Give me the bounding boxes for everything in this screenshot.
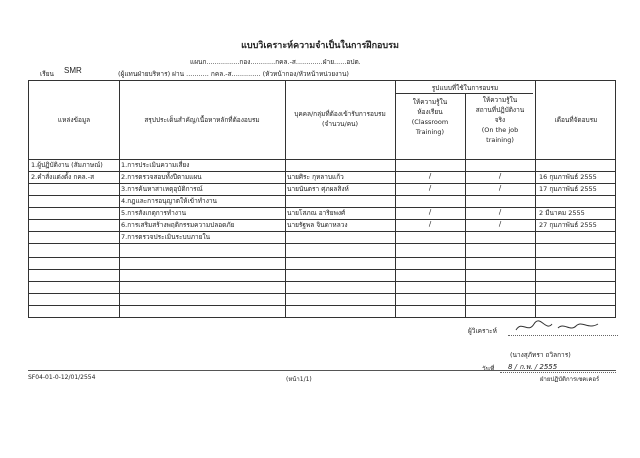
- date-value: 8 / ก.พ. / 2555: [508, 363, 558, 371]
- page-number: (หน้า1/1): [286, 376, 312, 383]
- training-needs-table: [28, 80, 616, 318]
- row-topic: 4.กฎและการอนุญาตให้เข้าทำงาน: [121, 197, 217, 205]
- header-onjob-line: จริง: [494, 116, 506, 124]
- classroom-check: /: [428, 172, 432, 180]
- header-classroom-line: ห้องเรียน: [417, 108, 443, 116]
- row-person: นายรัฐพล จินดาหลวง: [287, 221, 348, 229]
- form-code: SF04-01-0-12/01/2554: [28, 374, 96, 381]
- to-value: SMR: [64, 66, 82, 75]
- form-title: แบบวิเคราะห์ความจำเป็นในการฝึกอบรม: [241, 41, 399, 51]
- signature-line: [508, 335, 618, 336]
- header-onjob-line: ให้ความรู้ใน: [482, 96, 518, 104]
- header-person-line2: (จำนวน/คน): [321, 120, 359, 128]
- row-topic: 1.การประเมินความเสี่ยง: [121, 161, 190, 169]
- row-divider: [29, 293, 615, 294]
- header-classroom-line: Training): [415, 128, 445, 136]
- date-line: [500, 372, 616, 373]
- row-month: 2 มีนาคม 2555: [539, 209, 585, 217]
- analyst-label: ผู้วิเคราะห์: [468, 327, 497, 335]
- row-topic: 2.การตรวจสอบทั้งปีตามแผน: [121, 173, 202, 181]
- via-line: (ผู้แทนฝ่ายบริหาร) ผ่าน ........... กคล.-ส.............. (หัวหน้ากอง/หัวหน้าหน่วยงาน): [118, 70, 349, 78]
- header-source: แหล่งข้อมูล: [57, 116, 91, 124]
- row-divider: [395, 93, 533, 94]
- footer-rule: [28, 370, 616, 371]
- row-divider: [29, 195, 615, 196]
- row-person: นายศิระ กุหลาบแก้ว: [287, 173, 344, 181]
- row-divider: [29, 281, 615, 282]
- row-divider: [29, 257, 615, 258]
- row-month: 16 กุมภาพันธ์ 2555: [539, 173, 597, 181]
- row-month: 17 กุมภาพันธ์ 2555: [539, 185, 597, 193]
- row-person: นายนันตรา ศุภผลสิงห์: [287, 185, 349, 193]
- row-topic: 5.การสังเกตุการทำงาน: [121, 209, 187, 217]
- header-onjob-line: (On the job: [481, 126, 519, 134]
- row-month: 27 กุมภาพันธ์ 2555: [539, 221, 597, 229]
- classroom-check: /: [428, 184, 432, 192]
- row-divider: [29, 305, 615, 306]
- header-person: [285, 109, 395, 129]
- classroom-check: /: [428, 208, 432, 216]
- onjob-check: /: [498, 208, 502, 216]
- row-divider: [29, 269, 615, 270]
- header-classroom: [395, 97, 465, 137]
- onjob-check: /: [498, 184, 502, 192]
- header-onjob-line: training): [486, 136, 514, 144]
- department-footer: ฝ่ายปฏิบัติการเซคเคอร์: [540, 376, 600, 383]
- row-source: 2.คำสั่งแต่งตั้ง กคล.-ส: [31, 173, 95, 181]
- header-format: รูปแบบที่ใช้ในการอบรม: [431, 84, 499, 92]
- analyst-name: (นางสุภัทรา ถวิลการ): [510, 351, 571, 359]
- row-divider: [29, 243, 615, 244]
- date-label: วันที่: [482, 365, 495, 373]
- row-divider: [29, 159, 615, 160]
- signature-scribble: [512, 318, 602, 336]
- onjob-check: /: [498, 220, 502, 228]
- row-topic: 7.การตรวจประเมินระบบภายใน: [121, 233, 211, 241]
- header-classroom-line: (Classroom: [411, 118, 449, 126]
- header-month: เดือนที่จัดอบรม: [554, 116, 598, 124]
- department-line: แผนก................กอง............กคล.-ส.............ฝ่าย......อปต.: [190, 58, 361, 66]
- header-onjob: [465, 95, 535, 145]
- header-topic: สรุปประเด็นสำคัญ/เนื้อหาหลักที่ต้องอบรม: [144, 116, 260, 124]
- row-topic: 6.การเสริมสร้างพฤติกรรมความปลอดภัย: [121, 221, 235, 229]
- classroom-check: /: [428, 220, 432, 228]
- row-topic: 3.การค้นหาสาเหตุอุบัติการณ์: [121, 185, 203, 193]
- onjob-check: /: [498, 172, 502, 180]
- row-source: 1.ผู้ปฏิบัติงาน (สัมภาษณ์): [31, 161, 103, 169]
- header-onjob-line: สถานที่ปฏิบัติงาน: [475, 106, 525, 114]
- row-person: นายโสภณ อาริยพงศ์: [287, 209, 346, 217]
- header-person-line1: บุคคล/กลุ่มที่ต้องเข้ารับการอบรม: [294, 110, 386, 118]
- to-label: เรียน: [40, 70, 54, 78]
- row-divider: [29, 231, 615, 232]
- header-classroom-line: ให้ความรู้ใน: [412, 98, 448, 106]
